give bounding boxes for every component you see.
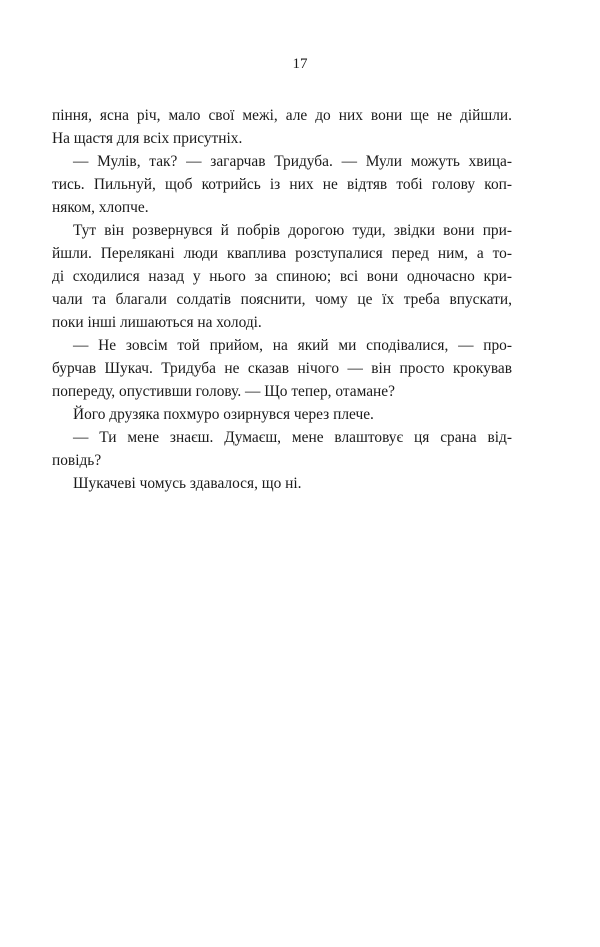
text-line: няком, хлопче. bbox=[52, 199, 149, 216]
text-line: — Мулів, так? — загарчав Тридуба. — Мули можуть хвица- bbox=[73, 153, 512, 170]
text-line: Його друзяка похмуро озирнувся через плече. bbox=[73, 406, 374, 423]
text-line: Шукачеві чомусь здавалося, що ні. bbox=[73, 475, 302, 492]
text-line: ді сходилися назад у нього за спиною; всі вони одночасно кри- bbox=[52, 268, 512, 285]
text-line: На щастя для всіх присутніх. bbox=[52, 130, 243, 147]
text-line: піння, ясна річ, мало свої межі, але до них вони ще не дійшли. bbox=[52, 107, 512, 124]
page-number: 17 bbox=[292, 56, 308, 72]
text-line: попереду, опустивши голову. — Що тепер, отамане? bbox=[52, 383, 395, 400]
text-line: бурчав Шукач. Тридуба не сказав нічого — він просто крокував bbox=[52, 360, 512, 377]
text-line: Тут він розвернувся й побрів дорогою туди, звідки вони при- bbox=[73, 222, 512, 239]
text-line: тись. Пильнуй, щоб котрийсь із них не відтяв тобі голову коп- bbox=[52, 176, 512, 193]
text-line: повідь? bbox=[52, 452, 102, 469]
text-line: — Ти мене знаєш. Думаєш, мене влаштовує ця срана від- bbox=[73, 429, 512, 446]
text-line: поки інші лишаються на холоді. bbox=[52, 314, 262, 331]
text-line: чали та благали солдатів пояснити, чому це їх треба впускати, bbox=[52, 291, 512, 308]
body-text bbox=[52, 104, 512, 495]
text-line: — Не зовсім той прийом, на який ми сподівалися, — про- bbox=[73, 337, 512, 354]
text-line: йшли. Перелякані люди кваплива розступалися перед ним, а то- bbox=[52, 245, 512, 262]
